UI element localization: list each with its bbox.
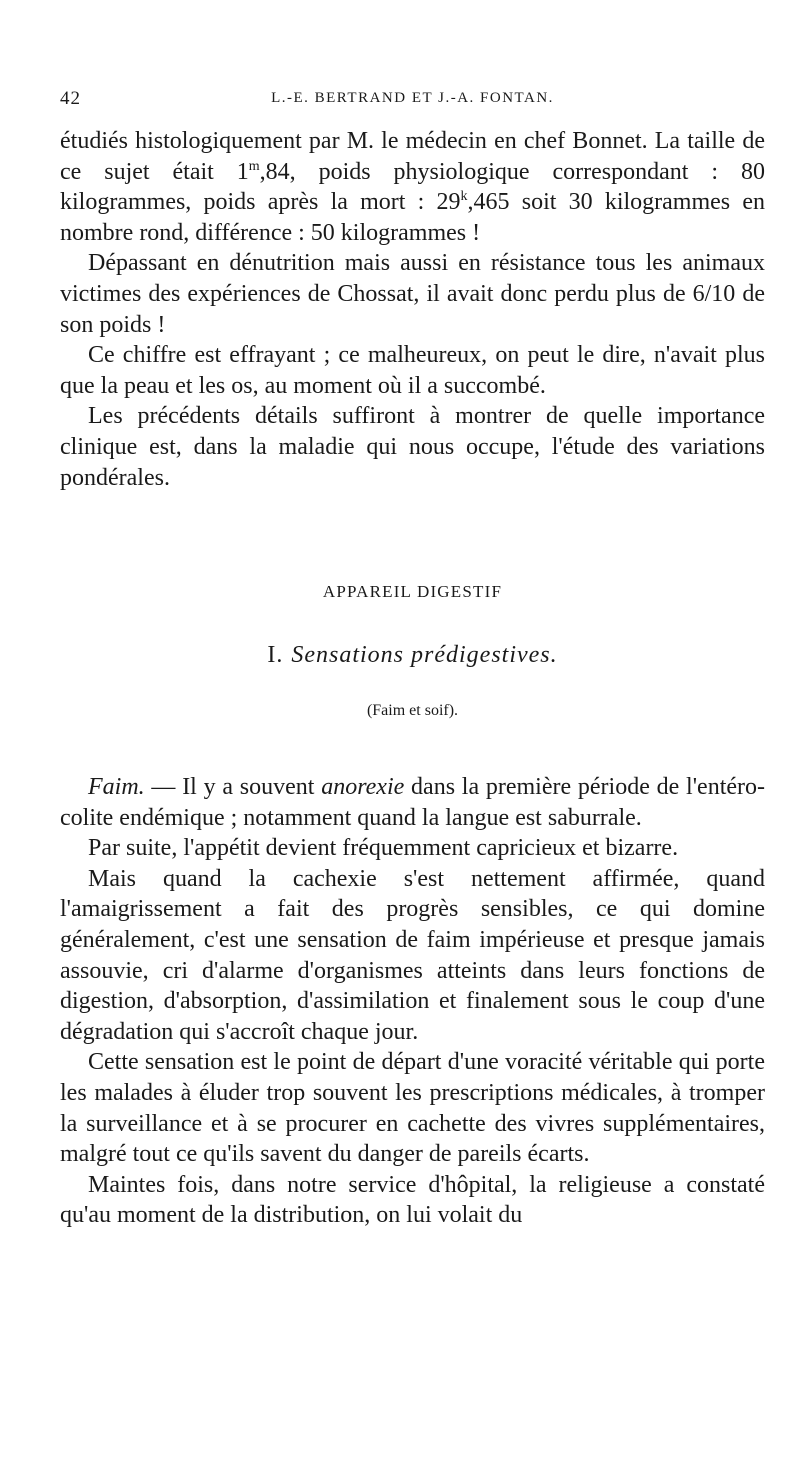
subsection-title: Sensations prédigestives. bbox=[291, 642, 558, 668]
faim-paragraph: Faim. — Il y a souvent anorexie dans la première période de l'entéro-colite endémique ; notamment quand la langue est saburrale. bbox=[60, 774, 765, 831]
body-text bbox=[60, 772, 765, 1231]
subsection-subtitle: (Faim et soif). bbox=[366, 702, 459, 719]
intro-paragraph-2: Dépassant en dénutrition mais aussi en résistance tous les animaux victimes des expériences de Chossat, il avait donc perdu plus de 6/10 de son poids ! bbox=[60, 250, 765, 338]
section-heading: APPAREIL DIGESTIF bbox=[322, 582, 503, 601]
faim-label: Faim. bbox=[88, 774, 145, 800]
sensation-paragraph: Cette sensation est le point de départ d'une voracité véritable qui porte les malades à éluder trop souvent les prescriptions médicales, à tromper la surveillance et à se procurer en cachette des vivres supplémentaires, malgré tout ce qu'ils savent du danger de pareils écarts. bbox=[60, 1049, 765, 1168]
subsection-heading bbox=[60, 642, 765, 669]
page-header bbox=[60, 88, 765, 112]
subsection-numeral: I. bbox=[267, 642, 284, 668]
intro-text bbox=[60, 126, 765, 493]
maintes-paragraph: Maintes fois, dans notre service d'hôpital, la religieuse a constaté qu'au moment de la distribution, on lui volait du bbox=[60, 1171, 765, 1229]
suite-paragraph: Par suite, l'appétit devient fréquemment capricieux et bizarre. bbox=[88, 835, 679, 862]
page-number: 42 bbox=[60, 88, 81, 109]
intro-paragraph-3: Ce chiffre est effrayant ; ce malheureux, on peut le dire, n'avait plus que la peau et les os, au moment où il a succombé. bbox=[60, 342, 765, 399]
intro-paragraph-1: étudiés histologiquement par M. le médecin en chef Bonnet. La taille de ce sujet était 1$^m$,84, poids physiologique correspondant : 80 kilogrammes, poids après la mort : 29$^k$,465 soit 30 kilogrammes en nombre rond, différence : 50 kilogrammes ! bbox=[60, 128, 765, 246]
cachexie-paragraph: Mais quand la cachexie s'est nettement affirmée, quand l'amaigrissement a fait des progrès sensibles, ce qui domine généralement, c'est une sensation de faim impérieuse et presque jamais assouvie, cri d'alarme d'organismes atteints dans leurs fonctions de digestion, d'absorption, d'assimilation et finalement sous le coup d'une dégradation qui s'accroît chaque jour. bbox=[60, 865, 765, 1045]
faim-term: anorexie bbox=[321, 774, 405, 800]
running-head: L.-E. BERTRAND ET J.-A. FONTAN. bbox=[271, 90, 554, 106]
intro-paragraph-4: Les précédents détails suffiront à montrer de quelle importance clinique est, dans la maladie qui nous occupe, l'étude des variations pondérales. bbox=[60, 403, 765, 491]
